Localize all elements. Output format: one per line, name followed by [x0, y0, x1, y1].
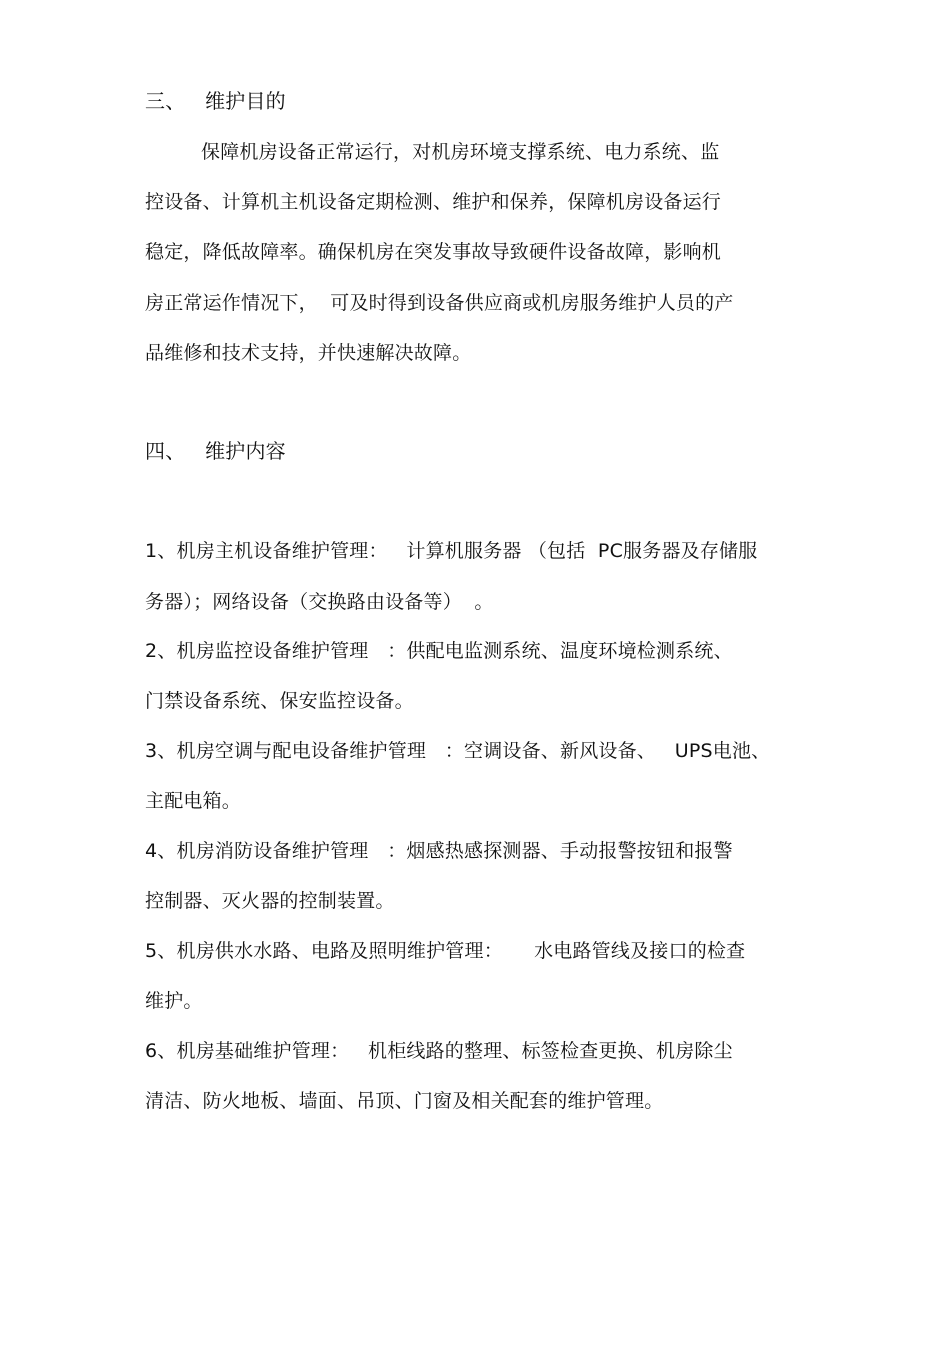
- item-5-line-1: 5、机房供水水路、电路及照明维护管理： 水电路管线及接口的检查: [145, 940, 746, 962]
- item-1-line-1: 1、机房主机设备维护管理： 计算机服务器 （包括 PC服务器及存储服: [145, 540, 758, 562]
- item-4-line-2: 控制器、灭火器的控制装置。: [145, 890, 395, 912]
- item-2-line-1: 2、机房监控设备维护管理 ：供配电监测系统、温度环境检测系统、: [145, 640, 733, 662]
- item-4-line-1: 4、机房消防设备维护管理 ：烟感热感探测器、手动报警按钮和报警: [145, 840, 733, 862]
- section3-paragraph-line: 品维修和技术支持，并快速解决故障。: [145, 342, 472, 364]
- item-1-line-2: 务器）；网络设备（交换路由设备等） 。: [145, 591, 494, 613]
- section3-paragraph-line: 稳定，降低故障率。确保机房在突发事故导致硬件设备故障，影响机: [145, 241, 722, 263]
- item-3-line-2: 主配电箱。: [145, 790, 242, 812]
- section3-paragraph-line: 控设备、计算机主机设备定期检测、维护和保养，保障机房设备运行: [145, 191, 722, 213]
- section3-heading: 三、 维护目的: [145, 89, 286, 113]
- section3-paragraph-line: 保障机房设备正常运行，对机房环境支撑系统、电力系统、监: [201, 141, 720, 163]
- item-2-line-2: 门禁设备系统、保安监控设备。: [145, 690, 414, 712]
- item-3-line-1: 3、机房空调与配电设备维护管理 ：空调设备、新风设备、 UPS电池、: [145, 740, 771, 762]
- item-6-line-1: 6、机房基础维护管理： 机柜线路的整理、标签检查更换、机房除尘: [145, 1040, 733, 1062]
- section4-heading: 四、 维护内容: [145, 439, 286, 463]
- item-6-line-2: 清洁、防火地板、墙面、吊顶、门窗及相关配套的维护管理。: [145, 1090, 664, 1112]
- item-5-line-2: 维护。: [145, 990, 203, 1012]
- section3-paragraph-line: 房正常运作情况下， 可及时得到设备供应商或机房服务维护人员的产: [145, 292, 734, 314]
